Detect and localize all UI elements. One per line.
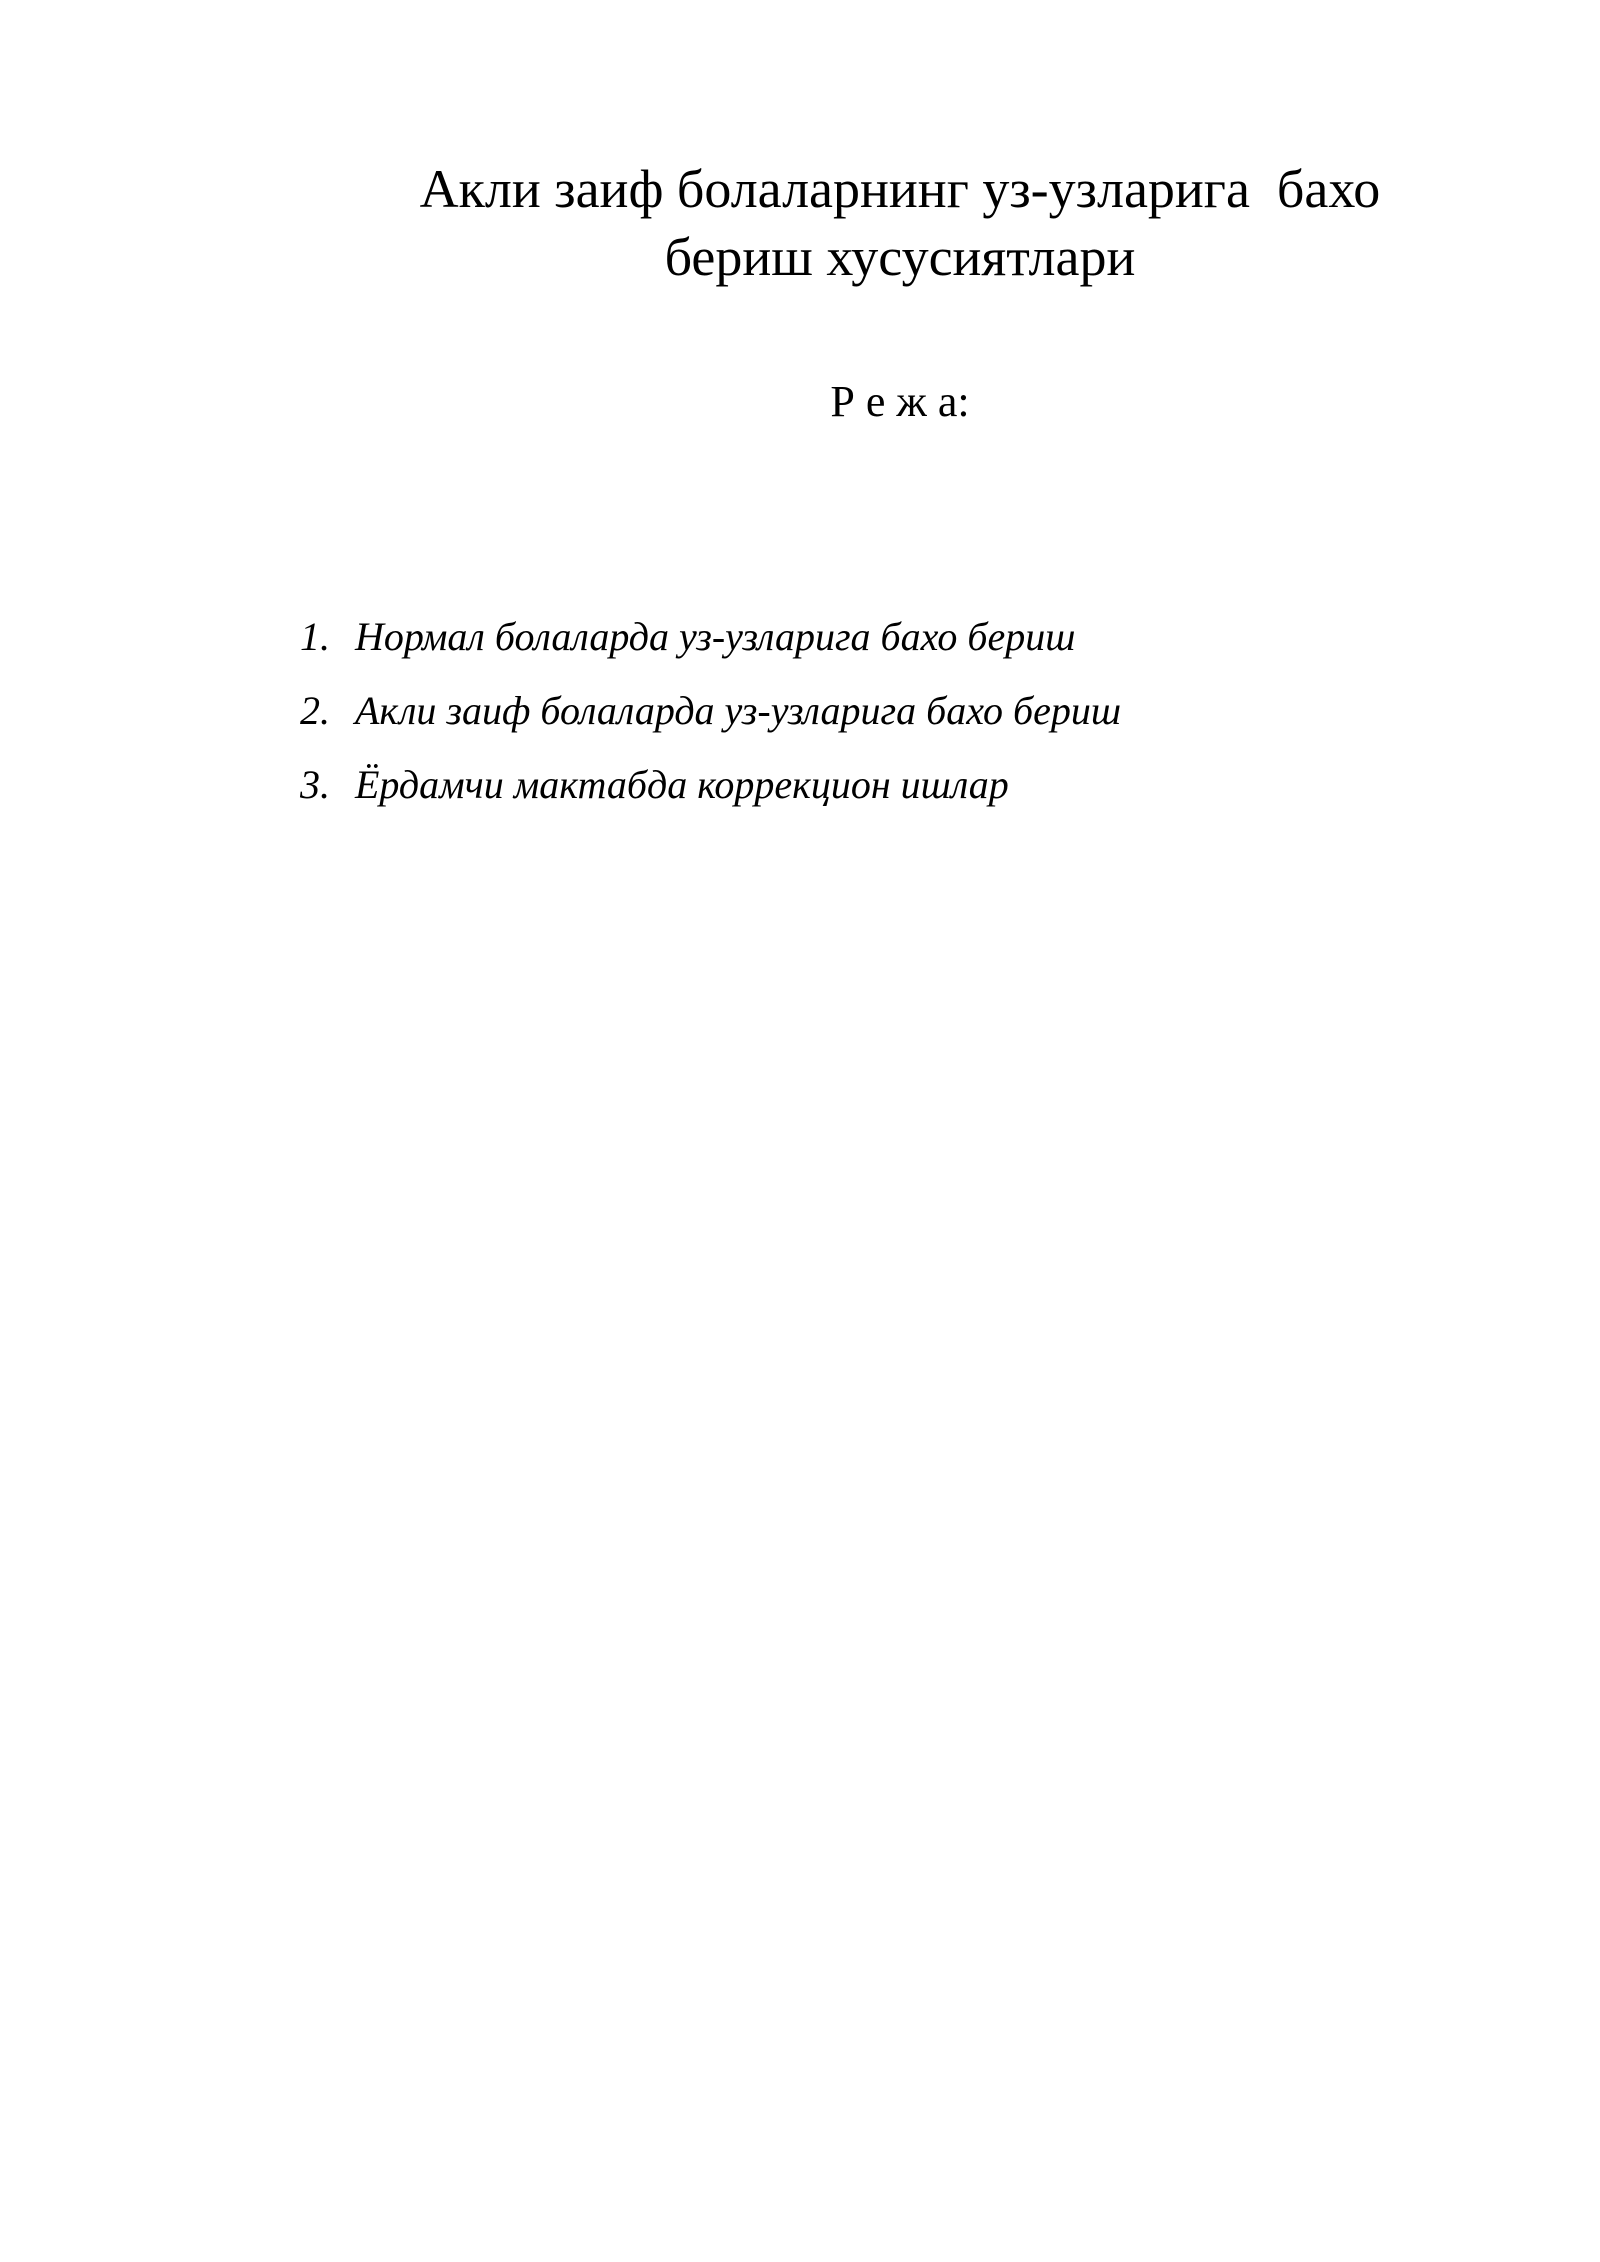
plan-item-text: Акли заиф болаларда уз-узларига бахо бериш bbox=[355, 688, 1122, 733]
plan-item-number: 1. bbox=[300, 614, 330, 659]
plan-item-number: 3. bbox=[300, 762, 330, 807]
plan-item-text: Ёрдамчи мактабда коррекцион ишлар bbox=[355, 762, 1009, 807]
plan-item-number: 2. bbox=[300, 688, 330, 733]
plan-list bbox=[300, 600, 1300, 822]
plan-item bbox=[300, 674, 1300, 748]
document-title bbox=[300, 155, 1500, 291]
plan-item bbox=[300, 600, 1300, 674]
plan-heading: Р е ж а: bbox=[830, 377, 970, 426]
document-title-line-1: Акли заиф болаларнинг уз-узларига бахо bbox=[419, 159, 1381, 219]
plan-item-text: Нормал болаларда уз-узларига бахо бериш bbox=[355, 614, 1076, 659]
plan-item bbox=[300, 748, 1300, 822]
document-title-line-2: бериш хусусиятлари bbox=[664, 227, 1136, 287]
